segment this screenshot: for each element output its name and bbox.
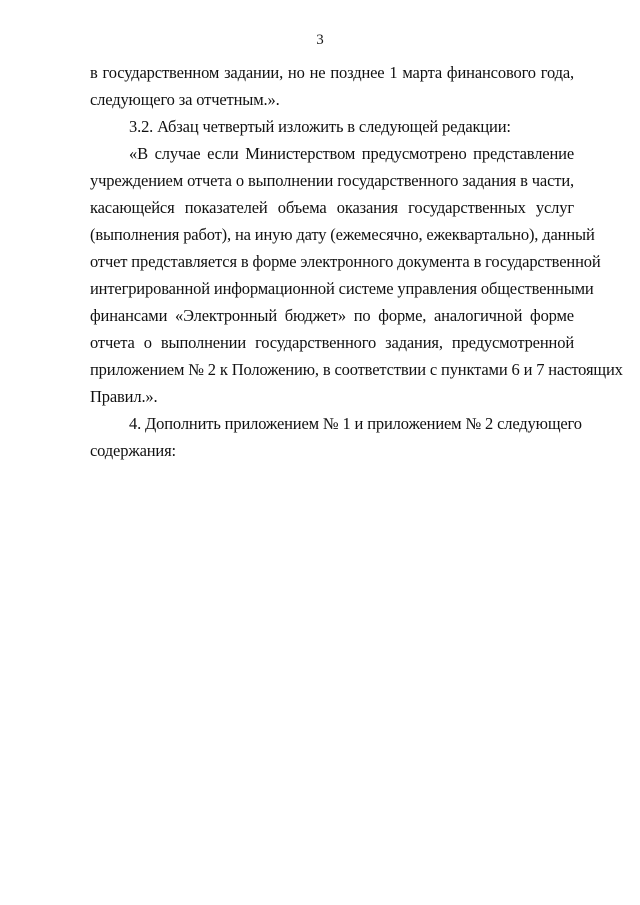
paragraph-1-line-2: следующего за отчетным.». [90, 90, 280, 109]
paragraph-2-line-1: 3.2. Абзац четвертый изложить в следующей редакции: [129, 117, 511, 136]
paragraph-3-line-2: учреждением отчета о выполнении государственного задания в части, [90, 171, 574, 190]
paragraph-3-line-6: интегрированной информационной системе управления общественными [90, 279, 594, 298]
paragraph-3-line-7: финансами «Электронный бюджет» по форме, аналогичной форме [90, 306, 574, 325]
paragraph-3-line-1: «В случае если Министерством предусмотрено представление [129, 144, 574, 163]
paragraph-3-line-3: касающейся показателей объема оказания государственных услуг [90, 198, 574, 217]
page-number: 3 [316, 32, 324, 48]
paragraph-4-line-1: 4. Дополнить приложением № 1 и приложением № 2 следующего [129, 414, 582, 433]
paragraph-1-line-1: в государственном задании, но не позднее 1 марта финансового года, [90, 63, 574, 82]
paragraph-3-line-5: отчет представляется в форме электронного документа в государственной [90, 252, 601, 271]
paragraph-3-line-8: отчета о выполнении государственного задания, предусмотренной [90, 333, 574, 352]
paragraph-3-line-10: Правил.». [90, 387, 158, 406]
paragraph-3-line-4: (выполнения работ), на иную дату (ежемесячно, ежеквартально), данный [90, 225, 595, 244]
paragraph-4-line-2: содержания: [90, 441, 176, 460]
paragraph-3-line-9: приложением № 2 к Положению, в соответствии с пунктами 6 и 7 настоящих [90, 360, 623, 379]
